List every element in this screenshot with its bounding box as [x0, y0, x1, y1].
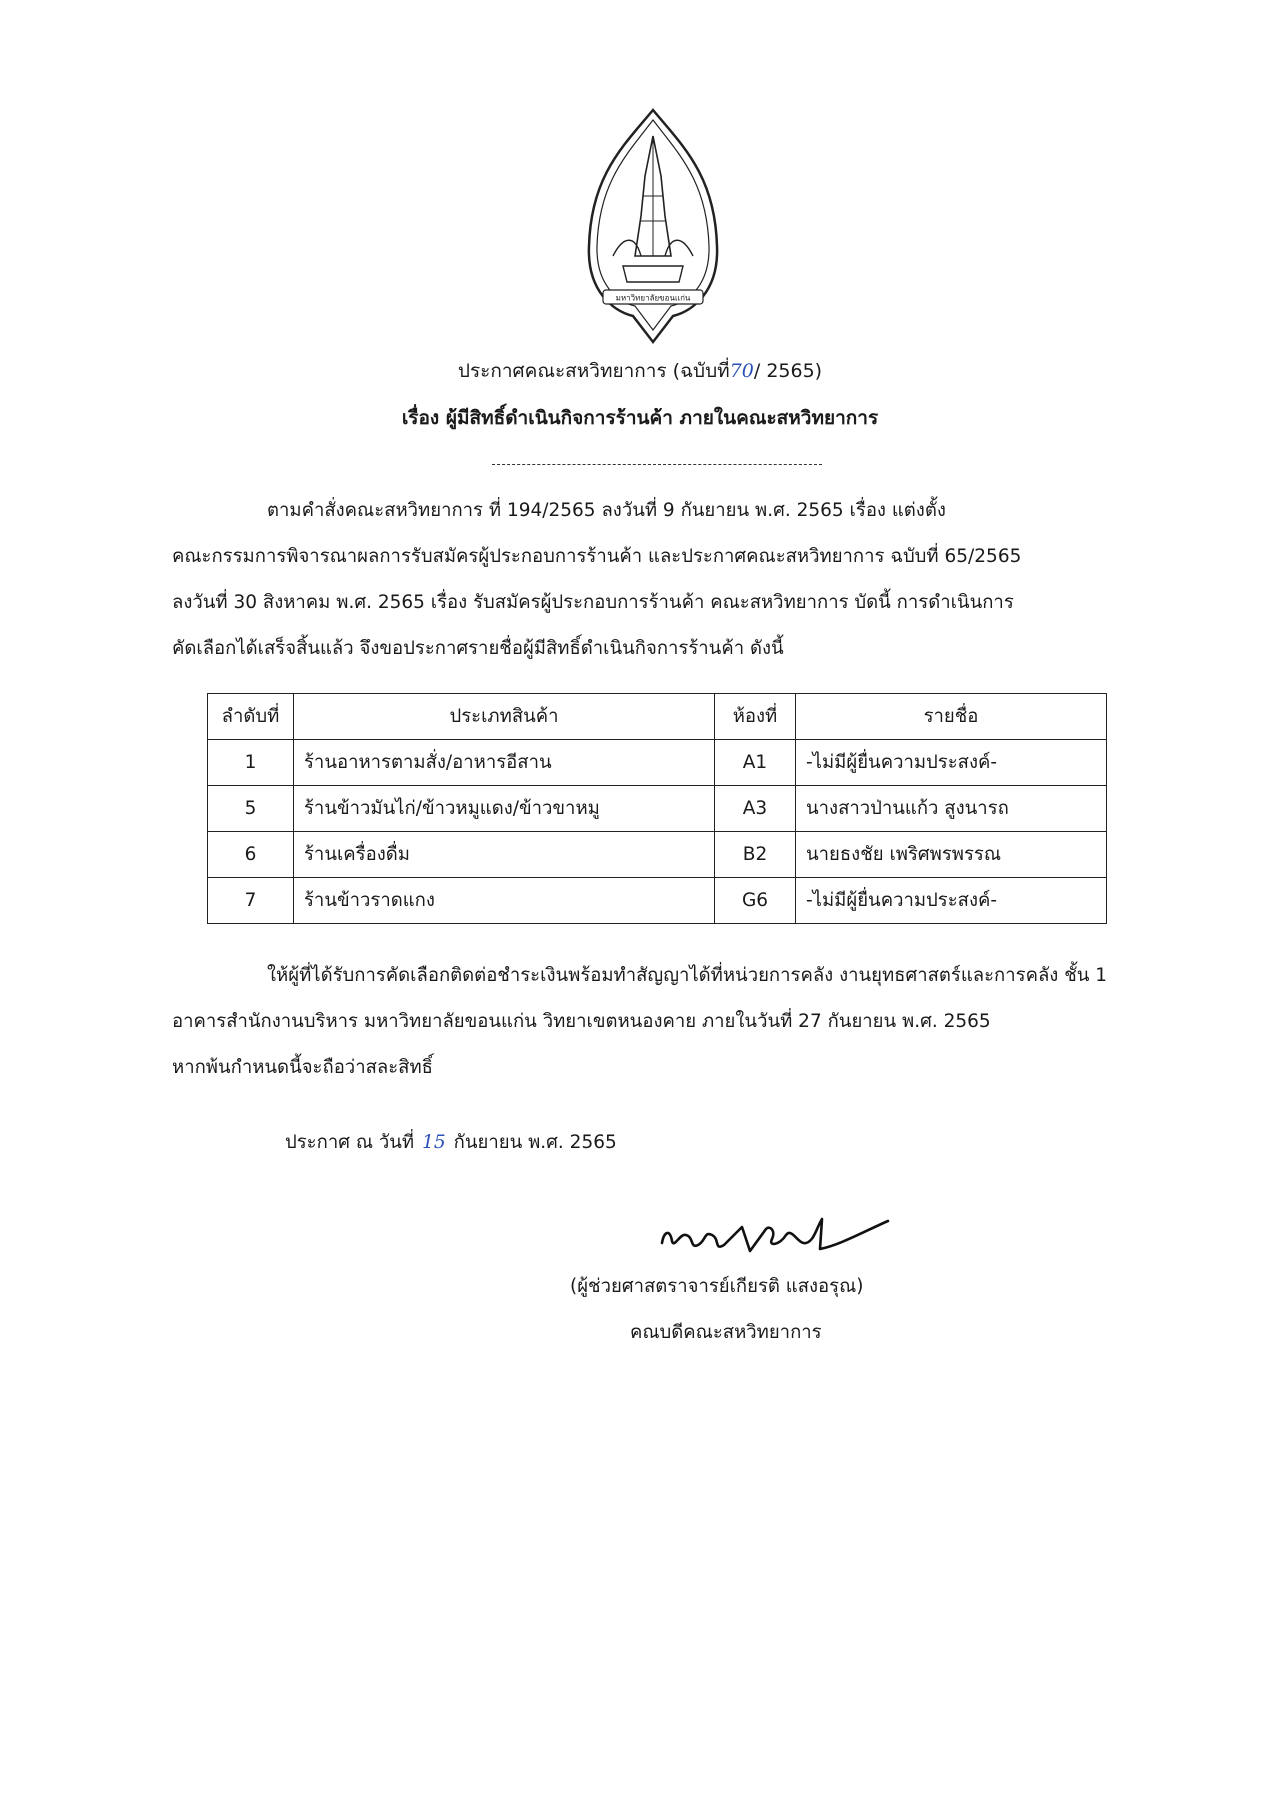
- intro-line-1: ตามคำสั่งคณะสหวิทยาการ ที่ 194/2565 ลงวันที่ 9 กันยายน พ.ศ. 2565 เรื่อง แต่งตั้ง: [267, 500, 946, 521]
- table-row: [208, 878, 1107, 924]
- row-type: ร้านเครื่องดื่ม: [294, 832, 715, 878]
- intro-line-2: คณะกรรมการพิจารณาผลการรับสมัครผู้ประกอบการร้านค้า และประกาศคณะสหวิทยาการ ฉบับที่ 65/2565: [172, 546, 1022, 567]
- title-suffix: / 2565): [753, 360, 823, 382]
- row-no: 1: [208, 740, 294, 786]
- row-type: ร้านอาหารตามสั่ง/อาหารอีสาน: [294, 740, 715, 786]
- dashed-divider: [492, 464, 822, 465]
- date-prefix: ประกาศ ณ วันที่: [285, 1132, 415, 1153]
- row-type: ร้านข้าวราดแกง: [294, 878, 715, 924]
- announcement-date: [285, 1128, 617, 1157]
- table-row: [208, 832, 1107, 878]
- table-row: [208, 786, 1107, 832]
- date-suffix: กันยายน พ.ศ. 2565: [453, 1132, 617, 1153]
- row-room: G6: [715, 878, 796, 924]
- instruction-paragraph: [172, 953, 1144, 1091]
- signer-title: คณบดีคณะสหวิทยาการ: [630, 1322, 822, 1343]
- vendor-table: [207, 693, 1107, 924]
- date-day-handwritten: 15: [422, 1132, 446, 1153]
- instruction-line-3: หากพ้นกำหนดนี้จะถือว่าสละสิทธิ์: [172, 1057, 433, 1078]
- subject-line: เรื่อง ผู้มีสิทธิ์ดำเนินกิจการร้านค้า ภายในคณะสหวิทยาการ: [401, 407, 879, 429]
- row-name: -ไม่มีผู้ยื่นความประสงค์-: [796, 740, 1107, 786]
- row-name: นางสาวป่านแก้ว สูงนารถ: [796, 786, 1107, 832]
- seal-text: มหาวิทยาลัยขอนแก่น: [615, 293, 691, 303]
- row-name: นายธงชัย เพริศพรพรรณ: [796, 832, 1107, 878]
- header-type: ประเภทสินค้า: [294, 694, 715, 740]
- title-prefix: ประกาศคณะสหวิทยาการ (ฉบับที่: [457, 360, 730, 382]
- row-room: B2: [715, 832, 796, 878]
- header-room: ห้องที่: [715, 694, 796, 740]
- table-header-row: [208, 694, 1107, 740]
- announcement-title: [0, 358, 1280, 384]
- row-type: ร้านข้าวมันไก่/ข้าวหมูแดง/ข้าวขาหมู: [294, 786, 715, 832]
- row-name: -ไม่มีผู้ยื่นความประสงค์-: [796, 878, 1107, 924]
- header-name: รายชื่อ: [796, 694, 1107, 740]
- intro-line-4: คัดเลือกได้เสร็จสิ้นแล้ว จึงขอประกาศรายชื่อผู้มีสิทธิ์ดำเนินกิจการร้านค้า ดังนี้: [172, 638, 784, 659]
- table-row: [208, 740, 1107, 786]
- row-no: 6: [208, 832, 294, 878]
- intro-line-3: ลงวันที่ 30 สิงหาคม พ.ศ. 2565 เรื่อง รับสมัครผู้ประกอบการร้านค้า คณะสหวิทยาการ บัดนี้ การดำเนินการ: [172, 592, 1014, 613]
- instruction-line-1: ให้ผู้ที่ได้รับการคัดเลือกติดต่อชำระเงินพร้อมทำสัญญาได้ที่หน่วยการคลัง งานยุทธศาสตร์และการคลัง ชั้น 1: [267, 965, 1108, 986]
- row-room: A1: [715, 740, 796, 786]
- handwritten-signature: [650, 1205, 900, 1265]
- signer-name: (ผู้ช่วยศาสตราจารย์เกียรติ แสงอรุณ): [570, 1276, 864, 1297]
- university-seal-logo: [583, 106, 723, 346]
- intro-paragraph: [172, 488, 1144, 672]
- row-no: 7: [208, 878, 294, 924]
- instruction-line-2: อาคารสำนักงานบริหาร มหาวิทยาลัยขอนแก่น วิทยาเขตหนองคาย ภายในวันที่ 27 กันยายน พ.ศ. 2565: [172, 1011, 991, 1032]
- row-room: A3: [715, 786, 796, 832]
- row-no: 5: [208, 786, 294, 832]
- header-no: ลำดับที่: [208, 694, 294, 740]
- title-number-handwritten: 70: [729, 360, 754, 382]
